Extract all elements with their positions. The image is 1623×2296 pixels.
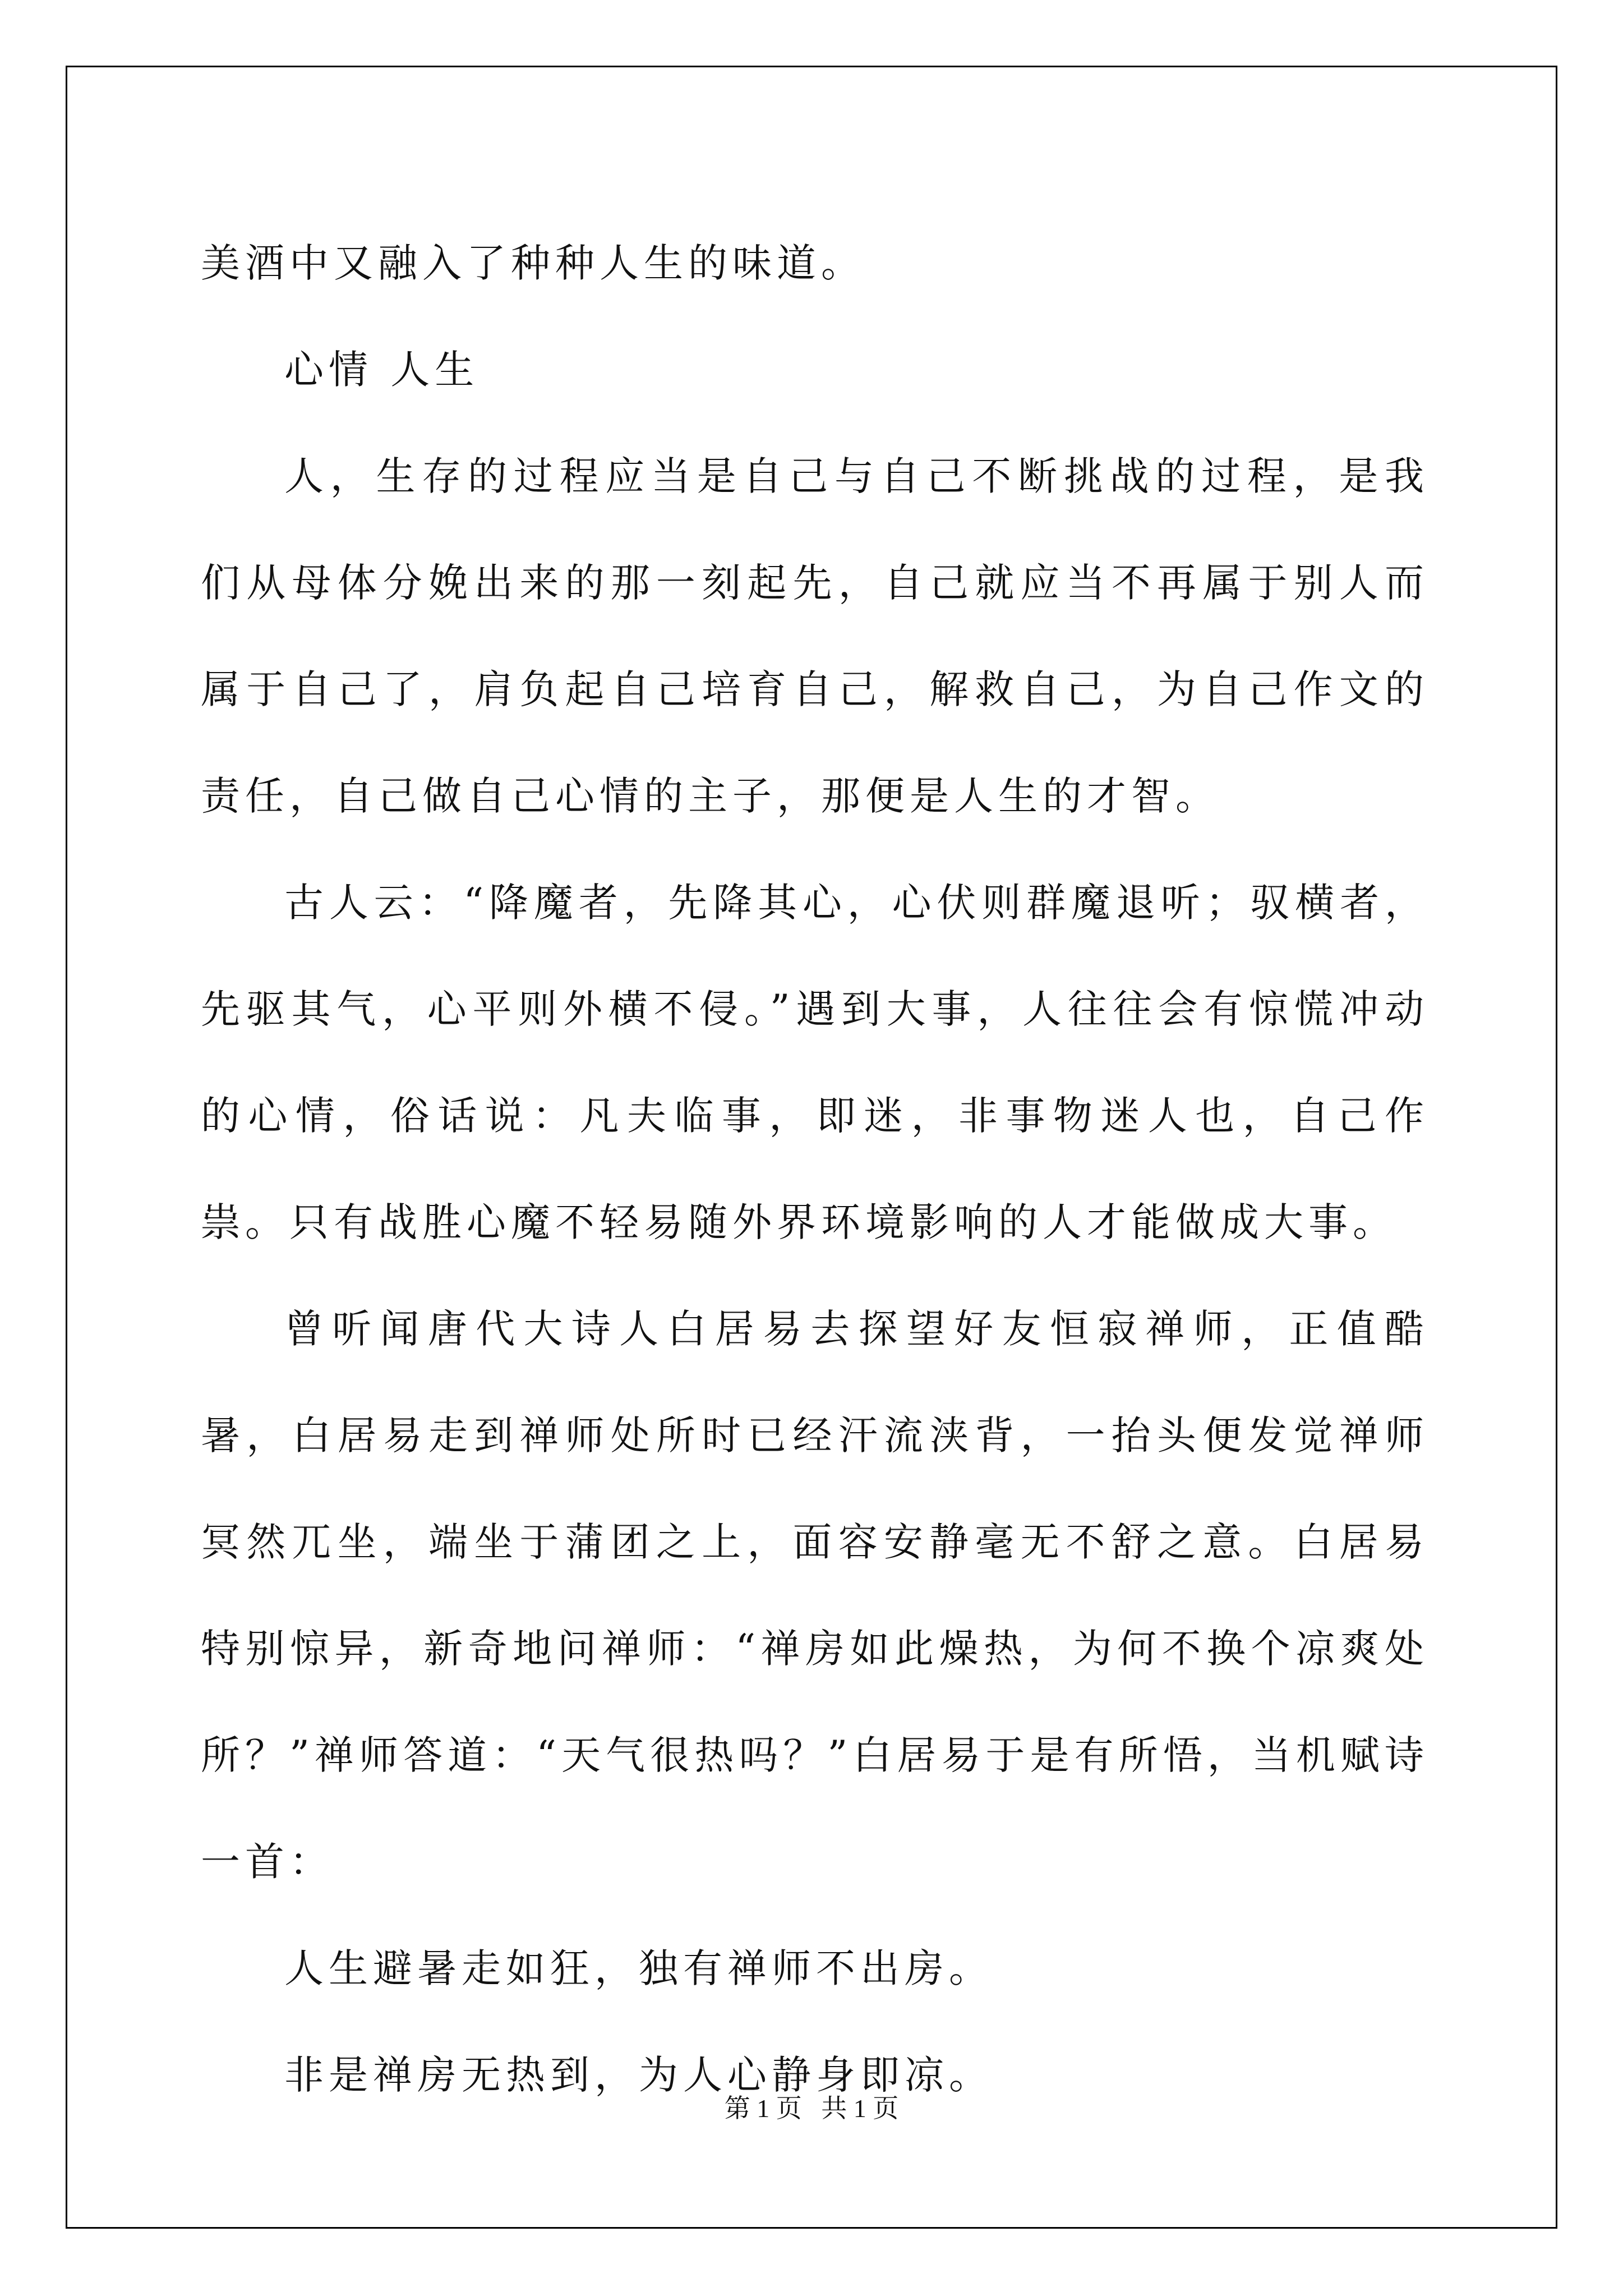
page-number-label: 第 1 页 共 1 页 [724, 2094, 899, 2123]
paragraph-4: 曾听闻唐代大诗人白居易去探望好友恒寂禅师，正值酷暑，白居易走到禅师处所时已经汗流浃背，一抬头便发觉禅师冥然兀坐，端坐于蒲团之上，面容安静毫无不舒之意。白居易特别惊异，新奇地问禅师：“禅房如此燥热，为何不换个凉爽处所？”禅师答道：“天气很热吗？”白居易于是有所悟，当机赋诗一首： [201, 1306, 1429, 1885]
paragraph-3: 古人云：“降魔者，先降其心，心伏则群魔退听；驭横者，先驱其气，心平则外横不侵。”遇到大事，人往往会有惊慌冲动的心情，俗话说：凡夫临事，即迷，非事物迷人也，自己作祟。只有战胜心魔不轻易随外界环境影响的人才能做成大事。 [201, 880, 1429, 1245]
document-body [201, 210, 1429, 2128]
poem-line-1: 人生避暑走如狂，独有禅师不出房。 [284, 1945, 993, 1991]
paragraph-1: 美酒中又融入了种种人生的味道。 [201, 240, 865, 286]
section-heading: 心情 人生 [284, 347, 479, 393]
poem-line-2: 非是禅房无热到，为人心静身即凉。 [284, 2052, 993, 2098]
page-footer [0, 2092, 1623, 2125]
paragraph-2: 人，生存的过程应当是自己与自己不断挑战的过程，是我们从母体分娩出来的那一刻起先，自己就应当不再属于别人而属于自己了，肩负起自己培育自己，解救自己，为自己作文的责任，自己做自己心情的主子，那便是人生的才智。 [201, 453, 1429, 819]
